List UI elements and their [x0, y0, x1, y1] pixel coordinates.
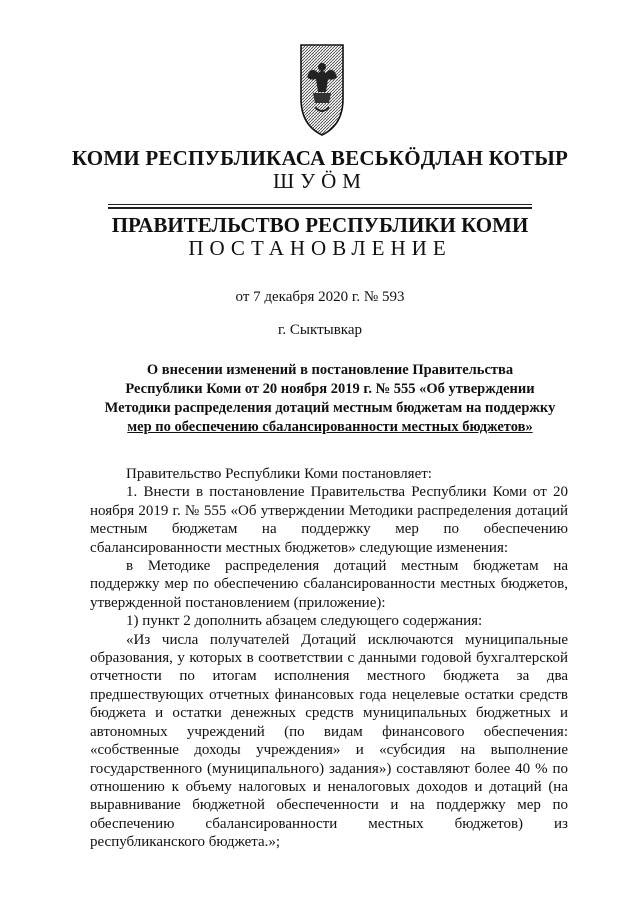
date-number-line: от 7 декабря 2020 г. № 593	[235, 289, 405, 305]
body-paragraph: в Методике распределения дотаций местным бюджетам на поддержку мер по обеспечению сбалансированности местных бюджетов, утвержденной постановлением (приложение):	[90, 558, 568, 611]
government-title: ПРАВИТЕЛЬСТВО РЕСПУБЛИКИ КОМИ	[111, 213, 529, 237]
coat-of-arms-emblem	[299, 37, 345, 137]
body-paragraph: Правительство Республики Коми постановляет:	[126, 466, 432, 482]
city-line: г. Сыктывкар	[277, 322, 363, 338]
body-paragraph: 1) пункт 2 дополнить абзацем следующего содержания:	[126, 613, 483, 630]
header-divider-thick	[108, 207, 532, 209]
body-paragraph: «Из числа получателей Дотаций исключаются муниципальные образования, у которых в соответствии с данными годовой бухгалтерской отчетности по итогам исполнения местного бюджета за два предшествующих отчетных финансовых года нецелевые остатки средств бюджета и остатки денежных средств муниципальных бюджетных и автономных учреждений (по видам финансового обеспечения: «собственные доходы учреждения» и «субсидия на выполнение государственного (муниципального) задания») составляют более 40 % по отношению к объему налоговых и неналоговых доходов и дотаций (на выравнивание бюджетной обеспеченности и на поддержку мер по обеспечению сбалансированности местных бюджетов) из республиканского бюджета.»;	[90, 631, 568, 851]
resolution-body	[90, 465, 568, 852]
subject-line: Республики Коми от 20 ноября 2019 г. № 555 «Об утверждении	[125, 381, 535, 397]
document-type: ПОСТАНОВЛЕНИЕ	[188, 236, 452, 260]
komi-document-type: ШУӦМ	[273, 169, 367, 193]
body-paragraph: 1. Внести в постановление Правительства Республики Коми от 20 ноября 2019 г. № 555 «Об утверждении Методики распределения дотаций местным бюджетам на поддержку мер по обеспечению сбалансированности местных бюджетов» следующие изменения:	[90, 484, 568, 556]
resolution-subject	[90, 361, 570, 437]
subject-line: мер по обеспечению сбалансированности местных бюджетов»	[127, 419, 533, 435]
header-divider-thin	[108, 204, 532, 205]
subject-line: Методики распределения дотаций местным бюджетам на поддержку	[104, 400, 556, 416]
subject-line: О внесении изменений в постановление Правительства	[146, 362, 514, 378]
komi-government-title: КОМИ РЕСПУБЛИКАСА ВЕСЬКӦДЛАН КОТЫР	[71, 146, 569, 170]
